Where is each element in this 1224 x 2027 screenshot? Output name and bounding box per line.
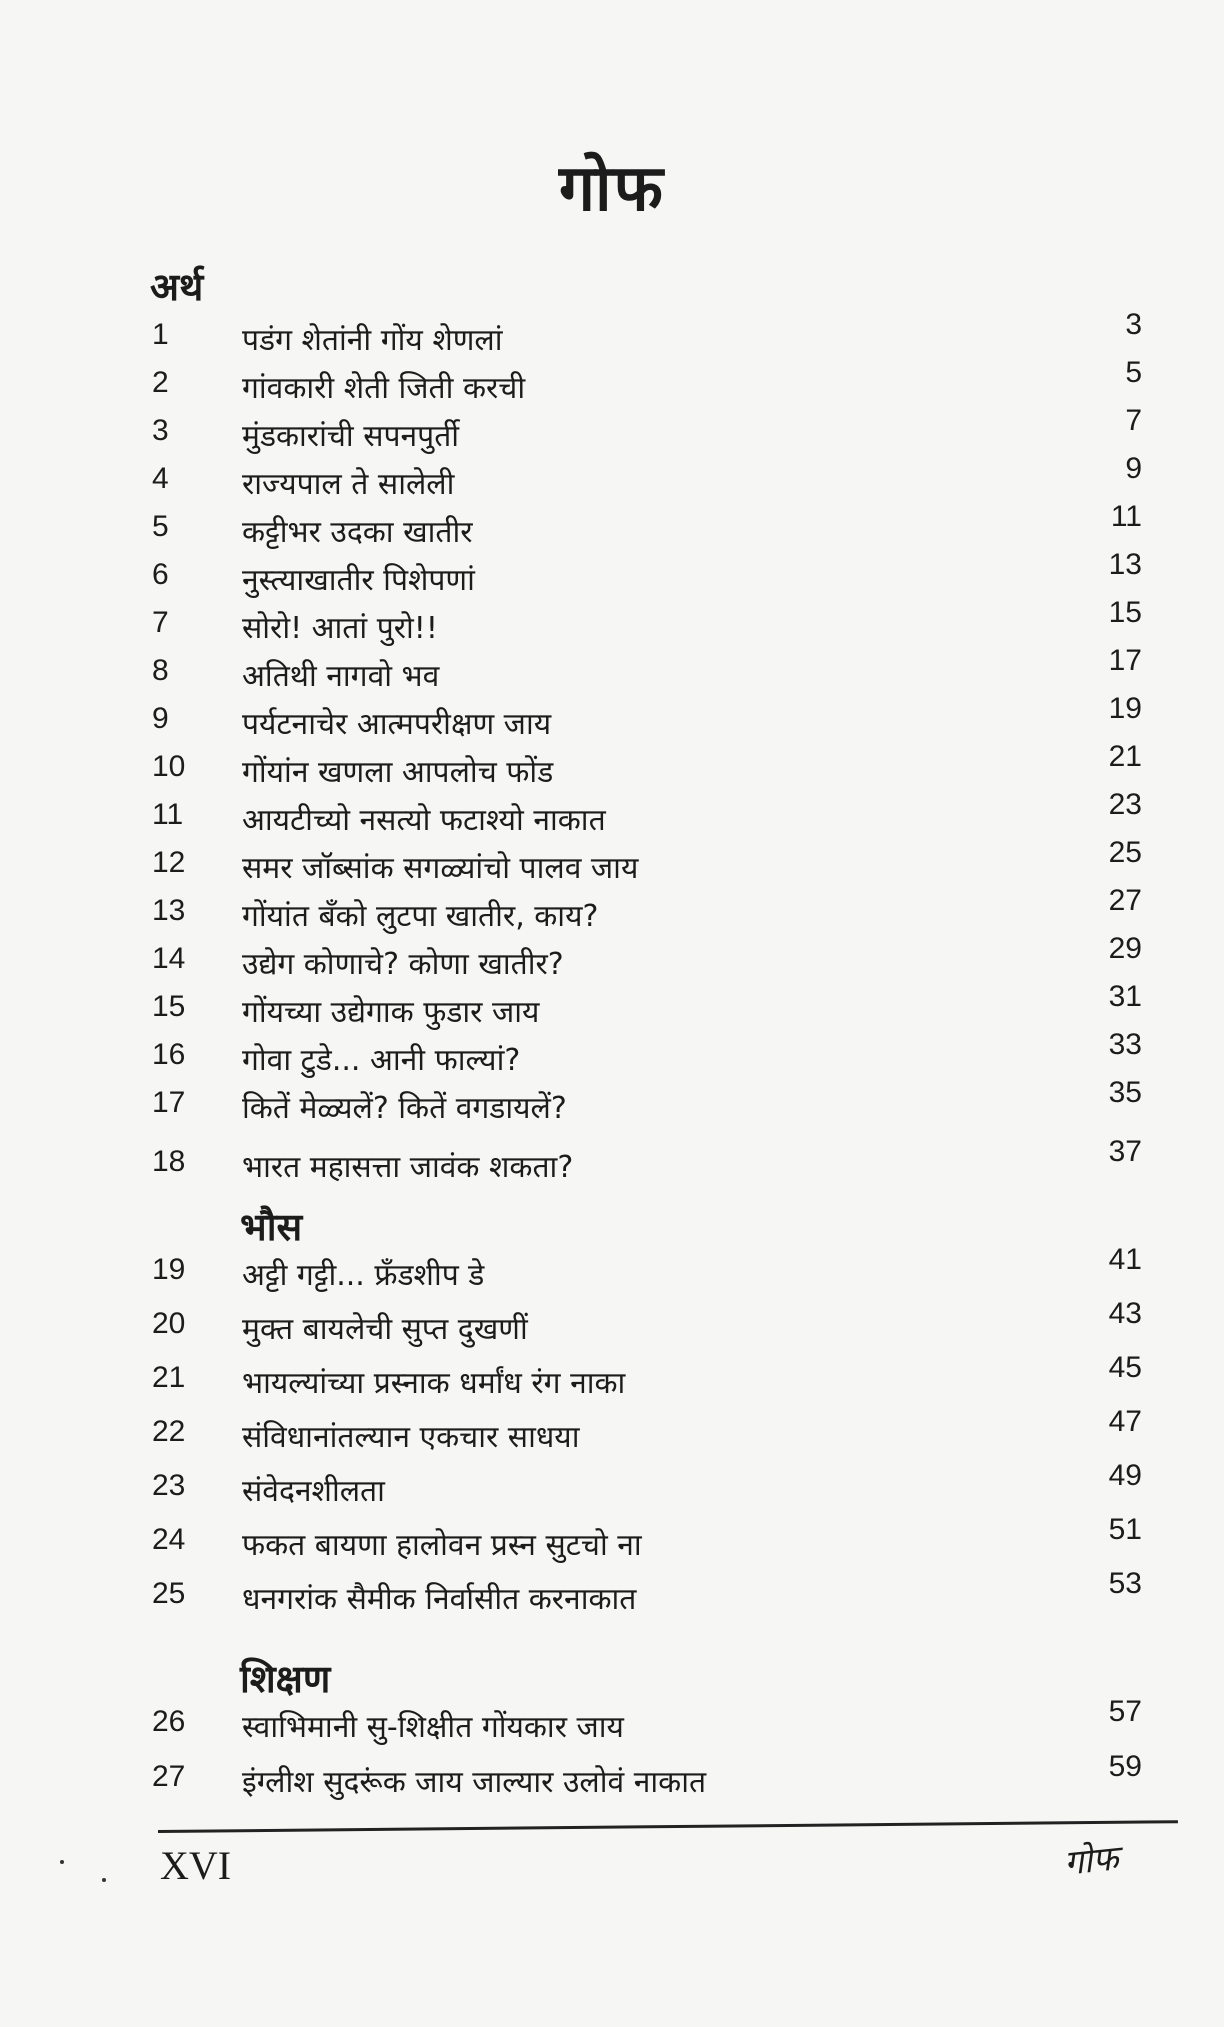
entry-page: 37 bbox=[1108, 1135, 1142, 1168]
entry-page: 59 bbox=[1108, 1750, 1142, 1783]
entry-number: 7 bbox=[152, 606, 169, 639]
entry-page: 43 bbox=[1108, 1297, 1142, 1330]
entry-number: 15 bbox=[152, 990, 186, 1023]
entry-number: 5 bbox=[152, 510, 169, 543]
toc-entry bbox=[0, 1750, 1224, 1812]
toc-entry bbox=[0, 500, 1224, 562]
entry-page: 5 bbox=[1125, 356, 1142, 389]
entry-number: 13 bbox=[152, 894, 186, 927]
entry-number: 19 bbox=[152, 1253, 186, 1286]
entry-number: 10 bbox=[152, 750, 186, 783]
entry-title: कट्टीभर उदका खातीर bbox=[242, 515, 473, 550]
entry-page: 17 bbox=[1108, 644, 1142, 677]
entry-page: 47 bbox=[1108, 1405, 1142, 1438]
toc-entry bbox=[0, 692, 1224, 754]
entry-number: 6 bbox=[152, 558, 169, 591]
toc-entry bbox=[0, 644, 1224, 706]
entry-page: 7 bbox=[1125, 404, 1142, 437]
toc-entry bbox=[0, 836, 1224, 898]
page-title: गोफ bbox=[559, 152, 665, 226]
entry-title: गोवा टुडे... आनी फाल्यां? bbox=[242, 1043, 521, 1078]
toc-entry bbox=[0, 1459, 1224, 1521]
entry-page: 3 bbox=[1125, 308, 1142, 341]
speck-1 bbox=[60, 1860, 64, 1864]
entry-page: 19 bbox=[1108, 692, 1142, 725]
entry-page: 13 bbox=[1108, 548, 1142, 581]
entry-number: 26 bbox=[152, 1705, 186, 1738]
entry-page: 45 bbox=[1108, 1351, 1142, 1384]
entry-number: 24 bbox=[152, 1523, 186, 1556]
entry-title: स्वाभिमानी सु-शिक्षीत गोंयकार जाय bbox=[242, 1710, 624, 1745]
entry-title: गोंयांत बँको लुटपा खातीर, काय? bbox=[242, 899, 599, 934]
entry-page: 9 bbox=[1125, 452, 1142, 485]
entry-number: 18 bbox=[152, 1145, 186, 1178]
entry-number: 1 bbox=[152, 318, 169, 351]
entry-title: भारत महासत्ता जावंक शकता? bbox=[242, 1150, 574, 1185]
entry-number: 27 bbox=[152, 1760, 186, 1793]
entry-title: धनगरांक सैमीक निर्वासीत करनाकात bbox=[242, 1582, 637, 1617]
toc-entry bbox=[0, 788, 1224, 850]
section-heading: अर्थ bbox=[150, 265, 204, 309]
entry-title: मुक्त बायलेची सुप्त दुखणीं bbox=[242, 1312, 528, 1347]
entry-page: 27 bbox=[1108, 884, 1142, 917]
toc-entry bbox=[0, 452, 1224, 514]
toc-entry bbox=[0, 1028, 1224, 1090]
entry-page: 21 bbox=[1108, 740, 1142, 773]
toc-entry bbox=[0, 884, 1224, 946]
toc-entry bbox=[0, 1513, 1224, 1575]
footer-rule bbox=[158, 1820, 1178, 1833]
entry-title: संवेदनशीलता bbox=[242, 1474, 385, 1509]
entry-number: 8 bbox=[152, 654, 169, 687]
entry-number: 9 bbox=[152, 702, 169, 735]
entry-number: 17 bbox=[152, 1086, 186, 1119]
entry-page: 15 bbox=[1108, 596, 1142, 629]
entry-page: 53 bbox=[1108, 1567, 1142, 1600]
toc-entry bbox=[0, 1695, 1224, 1757]
entry-title: अतिथी नागवो भव bbox=[242, 659, 440, 694]
entry-number: 16 bbox=[152, 1038, 186, 1071]
entry-number: 22 bbox=[152, 1415, 186, 1448]
entry-number: 23 bbox=[152, 1469, 186, 1502]
toc-entry bbox=[0, 1243, 1224, 1305]
toc-entry bbox=[0, 1076, 1224, 1138]
entry-title: भायल्यांच्या प्रस्नाक धर्मांध रंग नाका bbox=[242, 1366, 626, 1401]
toc-entry bbox=[0, 932, 1224, 994]
entry-title: उद्येग कोणाचे? कोणा खातीर? bbox=[242, 947, 564, 982]
toc-entry bbox=[0, 740, 1224, 802]
entry-number: 14 bbox=[152, 942, 186, 975]
entry-number: 20 bbox=[152, 1307, 186, 1340]
entry-page: 35 bbox=[1108, 1076, 1142, 1109]
entry-number: 25 bbox=[152, 1577, 186, 1610]
entry-title: फकत बायणा हालोवन प्रस्न सुटचो ना bbox=[242, 1528, 642, 1563]
speck-2 bbox=[102, 1878, 106, 1882]
section-heading: भौस bbox=[240, 1205, 303, 1249]
entry-title: इंग्लीश सुदरूंक जाय जाल्यार उलोवं नाकात bbox=[242, 1765, 707, 1800]
toc-entry bbox=[0, 404, 1224, 466]
entry-page: 41 bbox=[1108, 1243, 1142, 1276]
toc-entry bbox=[0, 1351, 1224, 1413]
entry-number: 12 bbox=[152, 846, 186, 879]
toc-entry bbox=[0, 548, 1224, 610]
entry-page: 25 bbox=[1108, 836, 1142, 869]
toc-entry bbox=[0, 980, 1224, 1042]
signature: गोफ bbox=[1062, 1838, 1121, 1884]
entry-title: गोंयांन खणला आपलोच फोंड bbox=[242, 755, 554, 790]
entry-title: संविधानांतल्यान एकचार साधया bbox=[242, 1420, 580, 1455]
entry-page: 33 bbox=[1108, 1028, 1142, 1061]
entry-title: समर जॉब्सांक सगळ्यांचो पालव जाय bbox=[242, 851, 639, 886]
entry-page: 57 bbox=[1108, 1695, 1142, 1728]
entry-title: पर्यटनाचेर आत्मपरीक्षण जाय bbox=[242, 707, 552, 742]
toc-entry bbox=[0, 356, 1224, 418]
entry-page: 29 bbox=[1108, 932, 1142, 965]
toc-entry bbox=[0, 1567, 1224, 1629]
section-heading: शिक्षण bbox=[240, 1657, 331, 1701]
entry-page: 23 bbox=[1108, 788, 1142, 821]
entry-page: 49 bbox=[1108, 1459, 1142, 1492]
entry-title: मुंडकारांची सपनपुर्ती bbox=[242, 419, 460, 454]
entry-title: कितें मेळ्यलें? कितें वगडायलें? bbox=[242, 1091, 567, 1126]
folio: XVI bbox=[160, 1843, 232, 1888]
entry-number: 2 bbox=[152, 366, 169, 399]
entry-page: 31 bbox=[1108, 980, 1142, 1013]
entry-title: सोरो! आतां पुरो!! bbox=[242, 611, 438, 646]
entry-title: नुस्त्याखातीर पिशेपणां bbox=[242, 563, 475, 598]
toc-entry bbox=[0, 1135, 1224, 1197]
entry-title: अट्टी गट्टी... फ्रँडशीप डे bbox=[242, 1258, 485, 1293]
entry-title: गांवकारी शेती जिती करची bbox=[242, 371, 526, 406]
toc-entry bbox=[0, 596, 1224, 658]
entry-title: पडंग शेतांनी गोंय शेणलां bbox=[242, 323, 503, 358]
entry-title: राज्यपाल ते सालेली bbox=[242, 467, 455, 502]
entry-page: 11 bbox=[1110, 500, 1142, 533]
toc-entry bbox=[0, 1297, 1224, 1359]
entry-number: 21 bbox=[152, 1361, 186, 1394]
entry-number: 11 bbox=[152, 798, 184, 831]
entry-number: 4 bbox=[152, 462, 169, 495]
toc-entry bbox=[0, 1405, 1224, 1467]
toc-entry bbox=[0, 308, 1224, 370]
entry-page: 51 bbox=[1108, 1513, 1142, 1546]
entry-number: 3 bbox=[152, 414, 169, 447]
entry-title: गोंयच्या उद्येगाक फुडार जाय bbox=[242, 995, 540, 1030]
entry-title: आयटीच्यो नसत्यो फटाश्यो नाकात bbox=[242, 803, 606, 838]
